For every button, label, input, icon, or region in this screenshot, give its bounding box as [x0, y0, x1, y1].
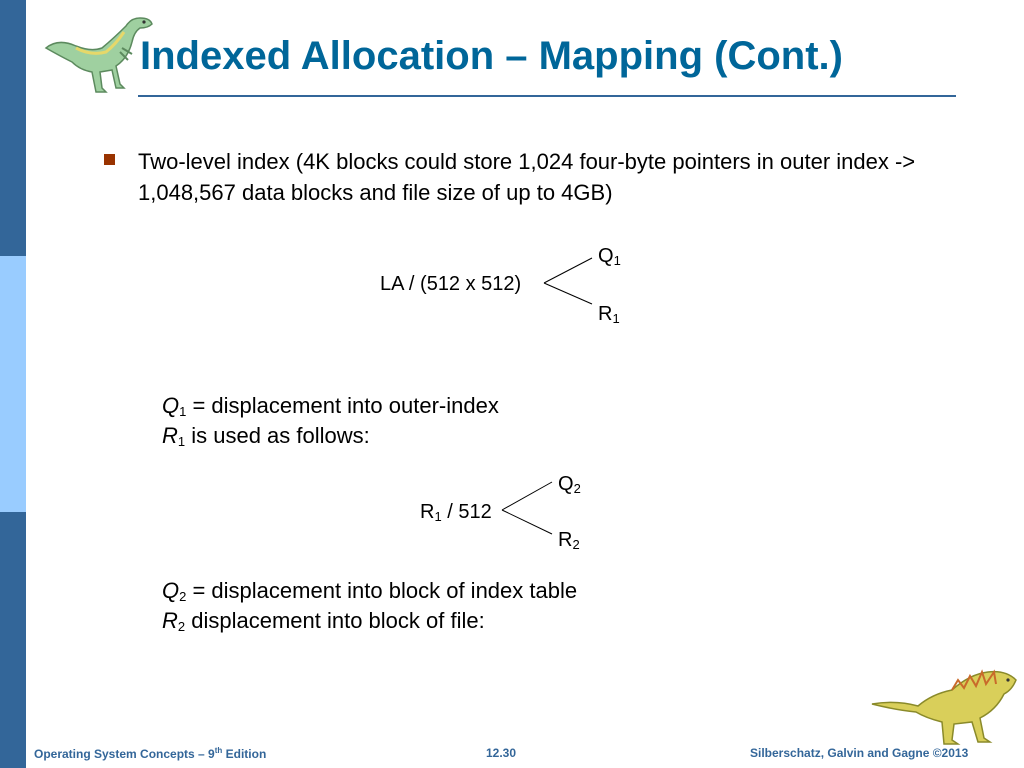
sidebar-segment-bottom: [0, 512, 26, 768]
q2-var: Q: [162, 578, 180, 603]
diagram1-quotient-sub: 1: [613, 253, 621, 268]
q1-text: = displacement into outer-index: [186, 393, 499, 418]
r2-sub: 2: [177, 619, 186, 634]
diagram2-dividend-sub: 1: [434, 509, 442, 524]
footer-copyright: Silberschatz, Galvin and Gagne ©2013: [750, 746, 969, 760]
r1-var: R: [162, 423, 178, 448]
diagram1-quotient-label: Q: [598, 245, 614, 267]
diagram1-quotient: [598, 246, 621, 266]
title-divider: [138, 95, 956, 97]
q2-text: = displacement into block of index table: [186, 578, 578, 603]
bullet-square-icon: [104, 154, 115, 165]
footer-slide-number: 12.30: [486, 746, 517, 760]
diagram2-remainder: [558, 530, 580, 550]
sidebar-stripe: [0, 0, 26, 768]
footer-book-title: [34, 746, 266, 761]
bullet-text: Two-level index (4K blocks could store 1,024 four-byte pointers in outer index -> 1,048,567 data blocks and file size of up to 4GB): [138, 149, 916, 205]
diagram1-remainder: [598, 304, 620, 324]
diagram1-remainder-label: R: [598, 303, 613, 325]
r1-text: is used as follows:: [185, 423, 370, 448]
q1-var: Q: [162, 393, 180, 418]
sidebar-segment-top: [0, 0, 26, 256]
r2-definition: [162, 610, 485, 632]
dinosaur-icon: [866, 660, 1022, 746]
diagram2-dividend-var: R: [420, 501, 435, 523]
r2-var: R: [162, 608, 178, 633]
dinosaur-icon: [36, 8, 156, 96]
q2-sub: 2: [179, 589, 187, 604]
q1-definition: [162, 395, 499, 417]
diagram1-dividend: LA / (512 x 512): [380, 273, 522, 295]
q2-definition: [162, 580, 577, 602]
r2-text: displacement into block of file:: [185, 608, 485, 633]
diagram1-remainder-sub: 1: [612, 311, 620, 326]
page-title: Indexed Allocation – Mapping (Cont.): [140, 34, 843, 78]
diagram2-dividend: [420, 502, 492, 522]
diagram2-quotient-sub: 2: [573, 481, 581, 496]
footer-book-suffix: Edition: [222, 747, 267, 761]
diagram2-dividend-rest: / 512: [441, 501, 492, 523]
diagram2-quotient-label: Q: [558, 473, 574, 495]
footer-edition-sup: th: [214, 746, 223, 755]
diagram2-quotient: [558, 474, 581, 494]
diagram2-remainder-label: R: [558, 529, 573, 551]
diagram2-remainder-sub: 2: [572, 537, 580, 552]
sidebar-segment-middle: [0, 256, 26, 512]
r1-definition: [162, 425, 370, 447]
q1-sub: 1: [179, 404, 187, 419]
footer-book-prefix: Operating System Concepts – 9: [34, 747, 215, 761]
r1-sub: 1: [177, 434, 186, 449]
